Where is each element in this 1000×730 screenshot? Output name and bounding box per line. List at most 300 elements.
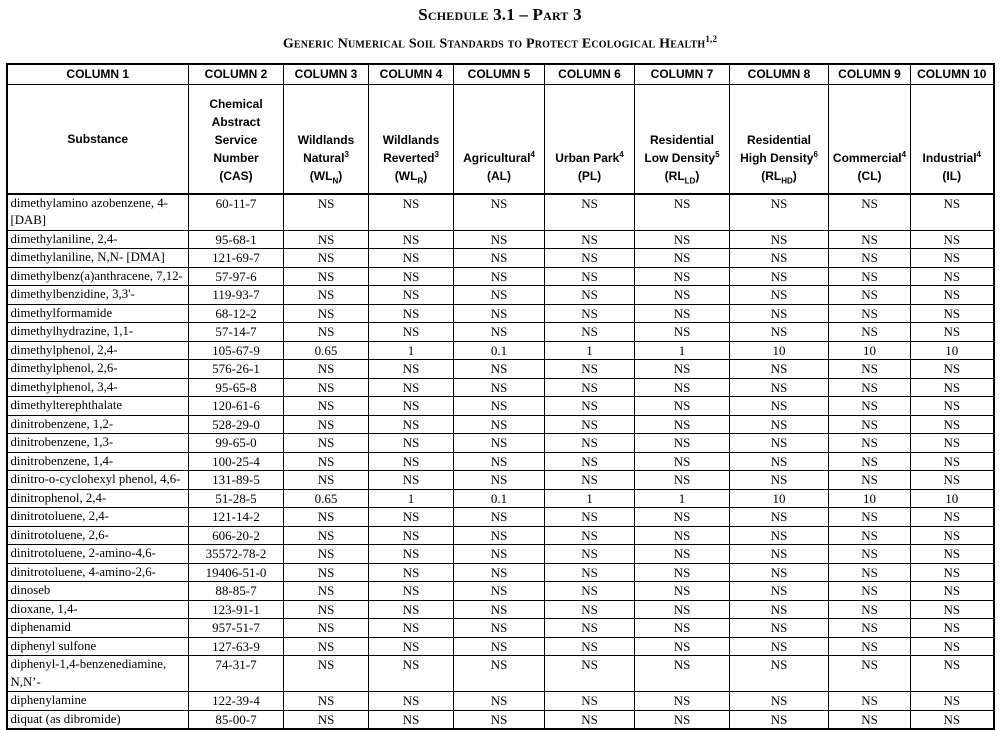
footnote-ref: 4 <box>619 149 624 159</box>
standard-value-cell: NS <box>454 267 545 286</box>
cas-number-cell: 99-65-0 <box>189 434 284 453</box>
cas-number-cell: 57-97-6 <box>189 267 284 286</box>
cas-number-cell: 35572-78-2 <box>189 545 284 564</box>
standard-value-cell: NS <box>454 286 545 305</box>
header-line: $(RL_{LD})$ <box>664 168 700 186</box>
standard-value-cell: NS <box>454 323 545 342</box>
standard-value-cell: NS <box>454 304 545 323</box>
standard-value-cell: NS <box>911 249 994 268</box>
standard-value-cell: NS <box>284 563 369 582</box>
header-line: Abstract <box>211 114 261 129</box>
table-row <box>7 508 994 527</box>
standard-value-cell: NS <box>635 545 730 564</box>
standard-value-cell: NS <box>369 692 454 711</box>
standard-value-cell: NS <box>369 471 454 490</box>
header-line: (AL) <box>487 168 511 183</box>
table-row <box>7 600 994 619</box>
standard-value-cell: NS <box>911 619 994 638</box>
cas-number-cell: 957-51-7 <box>189 619 284 638</box>
standard-value-cell: NS <box>911 452 994 471</box>
standard-value-cell: NS <box>369 360 454 379</box>
table-row <box>7 286 994 305</box>
standard-value-cell: NS <box>911 471 994 490</box>
standard-value-cell: NS <box>284 710 369 729</box>
standard-value-cell: 0.65 <box>284 341 369 360</box>
header-line: Chemical <box>209 96 263 111</box>
substance-cell: dinitro-o-cyclohexyl phenol, 4,6- <box>7 471 189 490</box>
standard-value-cell: NS <box>730 267 829 286</box>
standard-value-cell: NS <box>284 323 369 342</box>
standard-value-cell: NS <box>911 230 994 249</box>
standard-value-cell: 0.1 <box>454 341 545 360</box>
substance-cell: diphenyl sulfone <box>7 637 189 656</box>
footnote-ref: 4 <box>976 149 981 159</box>
standard-value-cell: NS <box>829 267 911 286</box>
column-header-3 <box>284 84 369 194</box>
cas-number-cell: 121-14-2 <box>189 508 284 527</box>
table-row <box>7 323 994 342</box>
header-line: Low Density$^5$ <box>644 149 720 165</box>
standard-value-cell: 10 <box>829 489 911 508</box>
substance-cell: dimethylbenzidine, 3,3'- <box>7 286 189 305</box>
standard-value-cell: NS <box>730 545 829 564</box>
standard-value-cell: NS <box>635 710 730 729</box>
abbreviation-subscript: LD <box>684 176 696 186</box>
standard-value-cell: NS <box>284 692 369 711</box>
standard-value-cell: NS <box>635 323 730 342</box>
standard-value-cell: NS <box>545 249 635 268</box>
standard-value-cell: NS <box>829 692 911 711</box>
column-header-1 <box>7 84 189 194</box>
standard-value-cell: NS <box>545 323 635 342</box>
column-label-4: COLUMN 4 <box>369 64 454 85</box>
table-row <box>7 415 994 434</box>
header-line: Residential <box>746 132 812 147</box>
substance-cell: dimethylphenol, 2,4- <box>7 341 189 360</box>
standard-value-cell: NS <box>284 508 369 527</box>
standard-value-cell: NS <box>454 710 545 729</box>
footnote-ref: 4 <box>530 149 535 159</box>
standard-value-cell: NS <box>369 267 454 286</box>
standard-value-cell: NS <box>635 582 730 601</box>
abbreviation-subscript: HD <box>781 176 793 186</box>
standard-value-cell: NS <box>635 434 730 453</box>
standard-value-cell: NS <box>545 286 635 305</box>
standard-value-cell: 1 <box>635 489 730 508</box>
standard-value-cell: NS <box>545 230 635 249</box>
header-line: Industrial$^4$ <box>922 149 981 165</box>
footnote-ref: 6 <box>813 149 818 159</box>
cas-number-cell: 121-69-7 <box>189 249 284 268</box>
standard-value-cell: NS <box>730 323 829 342</box>
standard-value-cell: NS <box>635 637 730 656</box>
footnote-ref: 3 <box>434 149 439 159</box>
standard-value-cell: NS <box>454 434 545 453</box>
header-line: (CL) <box>857 168 882 183</box>
header-line: Wildlands <box>382 132 440 147</box>
standard-value-cell: NS <box>545 656 635 692</box>
header-line: $(RL_{HD})$ <box>761 168 797 186</box>
standard-value-cell: 1 <box>545 489 635 508</box>
substance-cell: dinitrotoluene, 2,6- <box>7 526 189 545</box>
standard-value-cell: NS <box>911 710 994 729</box>
standard-value-cell: NS <box>284 415 369 434</box>
standard-value-cell: 10 <box>911 489 994 508</box>
header-line: Reverted$^3$ <box>383 149 439 165</box>
header-line: Substance <box>67 131 129 146</box>
standard-value-cell: NS <box>369 526 454 545</box>
cas-number-cell: 88-85-7 <box>189 582 284 601</box>
standard-value-cell: NS <box>730 397 829 416</box>
standard-value-cell: NS <box>730 194 829 231</box>
standard-value-cell: NS <box>635 619 730 638</box>
standard-value-cell: NS <box>829 415 911 434</box>
standard-value-cell: NS <box>730 526 829 545</box>
table-row <box>7 249 994 268</box>
subtitle-footnote-ref: 1,2 <box>705 34 718 44</box>
table-row <box>7 230 994 249</box>
standard-value-cell: NS <box>730 378 829 397</box>
standard-value-cell: NS <box>829 471 911 490</box>
cas-number-cell: 95-68-1 <box>189 230 284 249</box>
standard-value-cell: NS <box>545 194 635 231</box>
standard-value-cell: NS <box>284 637 369 656</box>
standard-value-cell: NS <box>829 619 911 638</box>
page-title <box>0 0 1000 25</box>
standard-value-cell: NS <box>911 582 994 601</box>
standard-value-cell: NS <box>284 194 369 231</box>
header-line: Number <box>213 150 259 165</box>
header-line: (CAS) <box>219 168 253 183</box>
cas-number-cell: 68-12-2 <box>189 304 284 323</box>
column-desc-row <box>7 84 994 194</box>
substance-cell: diphenylamine <box>7 692 189 711</box>
cas-number-cell: 606-20-2 <box>189 526 284 545</box>
page-subtitle <box>0 34 1000 53</box>
table-row <box>7 397 994 416</box>
table-header <box>7 64 994 194</box>
standard-value-cell: NS <box>911 360 994 379</box>
header-line: Agricultural$^4$ <box>463 149 535 165</box>
standard-value-cell: NS <box>284 452 369 471</box>
cas-number-cell: 60-11-7 <box>189 194 284 231</box>
standard-value-cell: NS <box>730 692 829 711</box>
soil-standards-table <box>6 63 995 730</box>
standard-value-cell: NS <box>454 471 545 490</box>
footnote-ref: 5 <box>715 149 720 159</box>
cas-number-cell: 120-61-6 <box>189 397 284 416</box>
table-row <box>7 545 994 564</box>
standard-value-cell: NS <box>829 545 911 564</box>
standard-value-cell: NS <box>369 508 454 527</box>
substance-cell: diphenyl-1,4-benzenediamine, N,N’- <box>7 656 189 692</box>
substance-cell: dinitrotoluene, 4-amino-2,6- <box>7 563 189 582</box>
table-row <box>7 304 994 323</box>
standard-value-cell: 1 <box>545 341 635 360</box>
substance-cell: dinitrobenzene, 1,4- <box>7 452 189 471</box>
standard-value-cell: NS <box>635 471 730 490</box>
header-line: (IL) <box>942 168 962 183</box>
standard-value-cell: NS <box>635 194 730 231</box>
standard-value-cell: NS <box>730 230 829 249</box>
standard-value-cell: NS <box>454 360 545 379</box>
standard-value-cell: NS <box>911 526 994 545</box>
standard-value-cell: NS <box>454 600 545 619</box>
table-row <box>7 619 994 638</box>
standard-value-cell: NS <box>284 360 369 379</box>
standard-value-cell: NS <box>635 304 730 323</box>
column-label-1: COLUMN 1 <box>7 64 189 85</box>
page-title-text: Schedule 3.1 – Part 3 <box>418 5 582 24</box>
table-row <box>7 710 994 729</box>
standard-value-cell: NS <box>829 710 911 729</box>
substance-cell: dinitrobenzene, 1,2- <box>7 415 189 434</box>
standard-value-cell: NS <box>730 434 829 453</box>
header-line: (PL) <box>577 168 602 183</box>
standard-value-cell: NS <box>730 360 829 379</box>
standard-value-cell: NS <box>454 508 545 527</box>
standards-table-body <box>7 194 994 730</box>
standard-value-cell: NS <box>911 600 994 619</box>
standard-value-cell: 10 <box>911 341 994 360</box>
table-row <box>7 692 994 711</box>
standard-value-cell: NS <box>635 692 730 711</box>
standard-value-cell: NS <box>284 471 369 490</box>
cas-number-cell: 127-63-9 <box>189 637 284 656</box>
table-row <box>7 489 994 508</box>
table-row <box>7 194 994 231</box>
standard-value-cell: NS <box>454 230 545 249</box>
standard-value-cell: NS <box>545 692 635 711</box>
substance-cell: dimethylterephthalate <box>7 397 189 416</box>
column-header-7 <box>635 84 730 194</box>
standard-value-cell: NS <box>635 563 730 582</box>
standard-value-cell: NS <box>545 710 635 729</box>
standard-value-cell: NS <box>545 563 635 582</box>
standard-value-cell: NS <box>454 582 545 601</box>
standard-value-cell: NS <box>635 230 730 249</box>
standard-value-cell: 1 <box>369 341 454 360</box>
cas-number-cell: 100-25-4 <box>189 452 284 471</box>
standard-value-cell: NS <box>369 619 454 638</box>
standard-value-cell: NS <box>545 267 635 286</box>
table-row <box>7 267 994 286</box>
standard-value-cell: NS <box>911 656 994 692</box>
standard-value-cell: NS <box>545 600 635 619</box>
standard-value-cell: NS <box>911 286 994 305</box>
standard-value-cell: NS <box>829 563 911 582</box>
table-row <box>7 526 994 545</box>
standard-value-cell: NS <box>454 249 545 268</box>
standard-value-cell: NS <box>284 600 369 619</box>
standard-value-cell: NS <box>545 508 635 527</box>
page-subtitle-text: Generic Numerical Soil Standards to Protect Ecological Health <box>282 36 706 52</box>
substance-cell: dinitrotoluene, 2-amino-4,6- <box>7 545 189 564</box>
cas-number-cell: 95-65-8 <box>189 378 284 397</box>
standard-value-cell: NS <box>829 526 911 545</box>
standard-value-cell: NS <box>730 286 829 305</box>
standard-value-cell: NS <box>829 286 911 305</box>
standard-value-cell: NS <box>454 692 545 711</box>
substance-cell: diphenamid <box>7 619 189 638</box>
standard-value-cell: NS <box>911 304 994 323</box>
substance-cell: dimethylamino azobenzene, 4- [DAB] <box>7 194 189 231</box>
standard-value-cell: NS <box>829 249 911 268</box>
standard-value-cell: NS <box>545 452 635 471</box>
standard-value-cell: NS <box>284 304 369 323</box>
standard-value-cell: NS <box>911 545 994 564</box>
standard-value-cell: NS <box>911 323 994 342</box>
standard-value-cell: NS <box>911 267 994 286</box>
standard-value-cell: NS <box>369 656 454 692</box>
standard-value-cell: NS <box>829 452 911 471</box>
standard-value-cell: NS <box>454 656 545 692</box>
standard-value-cell: NS <box>369 194 454 231</box>
abbreviation-subscript: N <box>332 176 339 186</box>
standard-value-cell: NS <box>730 508 829 527</box>
standard-value-cell: NS <box>911 434 994 453</box>
standard-value-cell: NS <box>284 526 369 545</box>
cas-number-cell: 131-89-5 <box>189 471 284 490</box>
standard-value-cell: NS <box>369 582 454 601</box>
standard-value-cell: NS <box>369 637 454 656</box>
standard-value-cell: NS <box>635 508 730 527</box>
standard-value-cell: NS <box>284 230 369 249</box>
header-line: $(WL_N)$ <box>309 168 343 186</box>
column-header-6 <box>545 84 635 194</box>
standard-value-cell: NS <box>284 545 369 564</box>
standard-value-cell: 10 <box>730 489 829 508</box>
standard-value-cell: 1 <box>369 489 454 508</box>
column-number-row <box>7 64 994 85</box>
substance-cell: dimethylformamide <box>7 304 189 323</box>
standard-value-cell: NS <box>635 526 730 545</box>
standard-value-cell: NS <box>284 619 369 638</box>
standard-value-cell: NS <box>829 600 911 619</box>
standard-value-cell: NS <box>545 434 635 453</box>
standard-value-cell: NS <box>454 619 545 638</box>
standard-value-cell: NS <box>635 378 730 397</box>
column-label-7: COLUMN 7 <box>635 64 730 85</box>
standard-value-cell: NS <box>545 545 635 564</box>
substance-cell: diquat (as dibromide) <box>7 710 189 729</box>
standard-value-cell: NS <box>911 397 994 416</box>
standard-value-cell: NS <box>730 415 829 434</box>
standard-value-cell: NS <box>545 360 635 379</box>
table-row <box>7 637 994 656</box>
standard-value-cell: NS <box>730 249 829 268</box>
column-label-9: COLUMN 9 <box>829 64 911 85</box>
standard-value-cell: NS <box>545 304 635 323</box>
table-row <box>7 378 994 397</box>
cas-number-cell: 57-14-7 <box>189 323 284 342</box>
standard-value-cell: NS <box>911 194 994 231</box>
header-line: Service <box>214 132 258 147</box>
standard-value-cell: NS <box>284 434 369 453</box>
standard-value-cell: NS <box>369 710 454 729</box>
column-label-2: COLUMN 2 <box>189 64 284 85</box>
header-line: Wildlands <box>297 132 355 147</box>
standard-value-cell: NS <box>369 230 454 249</box>
standard-value-cell: NS <box>829 360 911 379</box>
cas-number-cell: 19406-51-0 <box>189 563 284 582</box>
standard-value-cell: NS <box>730 471 829 490</box>
standard-value-cell: NS <box>369 563 454 582</box>
table-row <box>7 452 994 471</box>
standard-value-cell: NS <box>454 526 545 545</box>
standard-value-cell: NS <box>369 545 454 564</box>
standard-value-cell: NS <box>635 360 730 379</box>
standard-value-cell: NS <box>635 415 730 434</box>
standard-value-cell: 1 <box>635 341 730 360</box>
standard-value-cell: NS <box>545 619 635 638</box>
standard-value-cell: NS <box>911 415 994 434</box>
standard-value-cell: NS <box>635 397 730 416</box>
standard-value-cell: NS <box>369 434 454 453</box>
standard-value-cell: NS <box>454 452 545 471</box>
substance-cell: dimethylaniline, 2,4- <box>7 230 189 249</box>
standard-value-cell: NS <box>829 230 911 249</box>
column-header-10 <box>911 84 994 194</box>
column-header-5 <box>454 84 545 194</box>
standard-value-cell: NS <box>829 323 911 342</box>
header-line: Commercial$^4$ <box>832 149 907 165</box>
standard-value-cell: NS <box>730 656 829 692</box>
table-row <box>7 341 994 360</box>
standard-value-cell: NS <box>284 397 369 416</box>
standard-value-cell: NS <box>730 619 829 638</box>
cas-number-cell: 119-93-7 <box>189 286 284 305</box>
column-header-9 <box>829 84 911 194</box>
table-row <box>7 656 994 692</box>
standard-value-cell: NS <box>454 397 545 416</box>
standard-value-cell: NS <box>635 656 730 692</box>
standard-value-cell: NS <box>369 378 454 397</box>
table-row <box>7 582 994 601</box>
standard-value-cell: NS <box>635 249 730 268</box>
standard-value-cell: NS <box>454 563 545 582</box>
standard-value-cell: NS <box>829 656 911 692</box>
substance-cell: dimethylaniline, N,N- [DMA] <box>7 249 189 268</box>
table-row <box>7 360 994 379</box>
standard-value-cell: NS <box>829 582 911 601</box>
substance-cell: dinitrobenzene, 1,3- <box>7 434 189 453</box>
standard-value-cell: NS <box>369 452 454 471</box>
standard-value-cell: NS <box>454 378 545 397</box>
standard-value-cell: NS <box>545 378 635 397</box>
standard-value-cell: NS <box>369 415 454 434</box>
header-line: Urban Park$^4$ <box>555 149 624 165</box>
substance-cell: dinitrotoluene, 2,4- <box>7 508 189 527</box>
standard-value-cell: NS <box>284 656 369 692</box>
standard-value-cell: NS <box>545 415 635 434</box>
standard-value-cell: NS <box>284 286 369 305</box>
standard-value-cell: NS <box>829 508 911 527</box>
column-label-5: COLUMN 5 <box>454 64 545 85</box>
standard-value-cell: NS <box>829 378 911 397</box>
column-label-3: COLUMN 3 <box>284 64 369 85</box>
standard-value-cell: NS <box>545 582 635 601</box>
standard-value-cell: NS <box>454 637 545 656</box>
standard-value-cell: NS <box>730 582 829 601</box>
standard-value-cell: NS <box>284 249 369 268</box>
standard-value-cell: NS <box>284 267 369 286</box>
cas-number-cell: 122-39-4 <box>189 692 284 711</box>
standard-value-cell: NS <box>829 434 911 453</box>
column-header-4 <box>369 84 454 194</box>
standard-value-cell: NS <box>911 692 994 711</box>
standard-value-cell: NS <box>369 323 454 342</box>
